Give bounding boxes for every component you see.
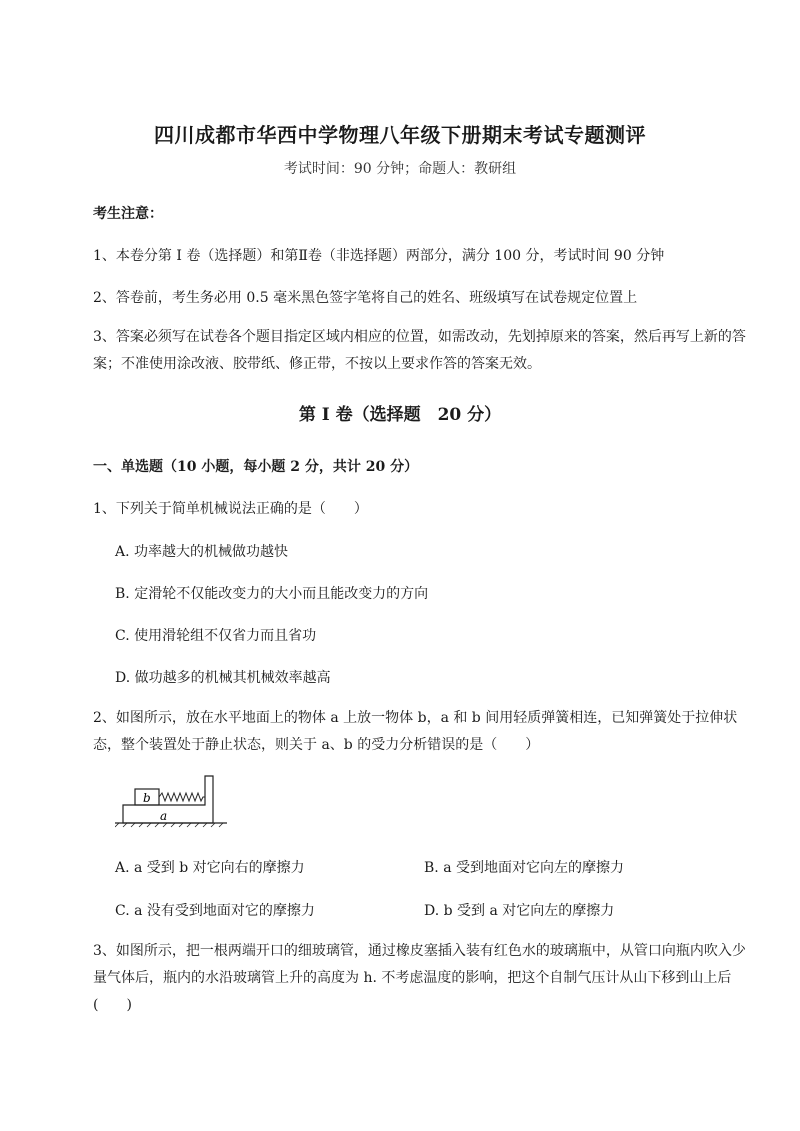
part-heading: 一、单选题（10 小题，每小题 2 分，共计 20 分） <box>93 459 419 475</box>
block-b-label: b <box>143 791 151 805</box>
notice-item-1: 1、本卷分第 I 卷（选择题）和第Ⅱ卷（非选择题）两部分，满分 100 分，考试时间 90 分钟 <box>93 248 665 264</box>
page-title: 四川成都市华西中学物理八年级下册期末考试专题测评 <box>154 123 646 147</box>
notice-heading: 考生注意： <box>93 206 163 222</box>
question-2-option-c: C. a 没有受到地面对它的摩擦力 <box>115 903 315 919</box>
question-3-stem: 3、如图所示，把一根两端开口的细玻璃管，通过橡皮塞插入装有红色水的玻璃瓶中，从管口向瓶内吹入少量气体后，瓶内的水沿玻璃管上升的高度为 h. 不考虑温度的影响，把这个自制气压计从山下移到山上后( ) <box>93 943 746 1013</box>
exam-info: 考试时间：90 分钟；命题人：教研组 <box>283 161 517 177</box>
question-1-option-c: C. 使用滑轮组不仅省力而且省功 <box>115 628 317 644</box>
section-title: 第 I 卷（选择题 20 分） <box>298 405 502 425</box>
question-2-option-d: D. b 受到 a 对它向左的摩擦力 <box>424 903 615 919</box>
question-2-option-b: B. a 受到地面对它向左的摩擦力 <box>424 860 624 876</box>
notice-item-2: 2、答卷前，考生务必用 0.5 毫米黑色签字笔将自己的姓名、班级填写在试卷规定位置上 <box>93 290 638 306</box>
question-1-option-a: A. 功率越大的机械做功越快 <box>115 544 289 560</box>
notice-item-3: 3、答案必须写在试卷各个题目指定区域内相应的位置，如需改动，先划掉原来的答案，然后再写上新的答案；不准使用涂改液、胶带纸、修正带，不按以上要求作答的答案无效。 <box>93 329 746 372</box>
spring-block-figure <box>115 772 235 832</box>
question-1-stem: 1、下列关于简单机械说法正确的是（ ） <box>93 501 368 517</box>
spring <box>159 793 205 801</box>
question-1-option-d: D. 做功越多的机械其机械效率越高 <box>115 670 331 686</box>
block-a <box>123 776 213 823</box>
block-a-label: a <box>160 809 168 823</box>
question-2-stem: 2、如图所示，放在水平地面上的物体 a 上放一物体 b，a 和 b 间用轻质弹簧相连，已知弹簧处于拉伸状态，整个装置处于静止状态，则关于 a、b 的受力分析错误的是（ ） <box>93 710 738 753</box>
question-1-option-b: B. 定滑轮不仅能改变力的大小而且能改变力的方向 <box>115 586 429 602</box>
question-2-option-a: A. a 受到 b 对它向右的摩擦力 <box>115 860 305 876</box>
